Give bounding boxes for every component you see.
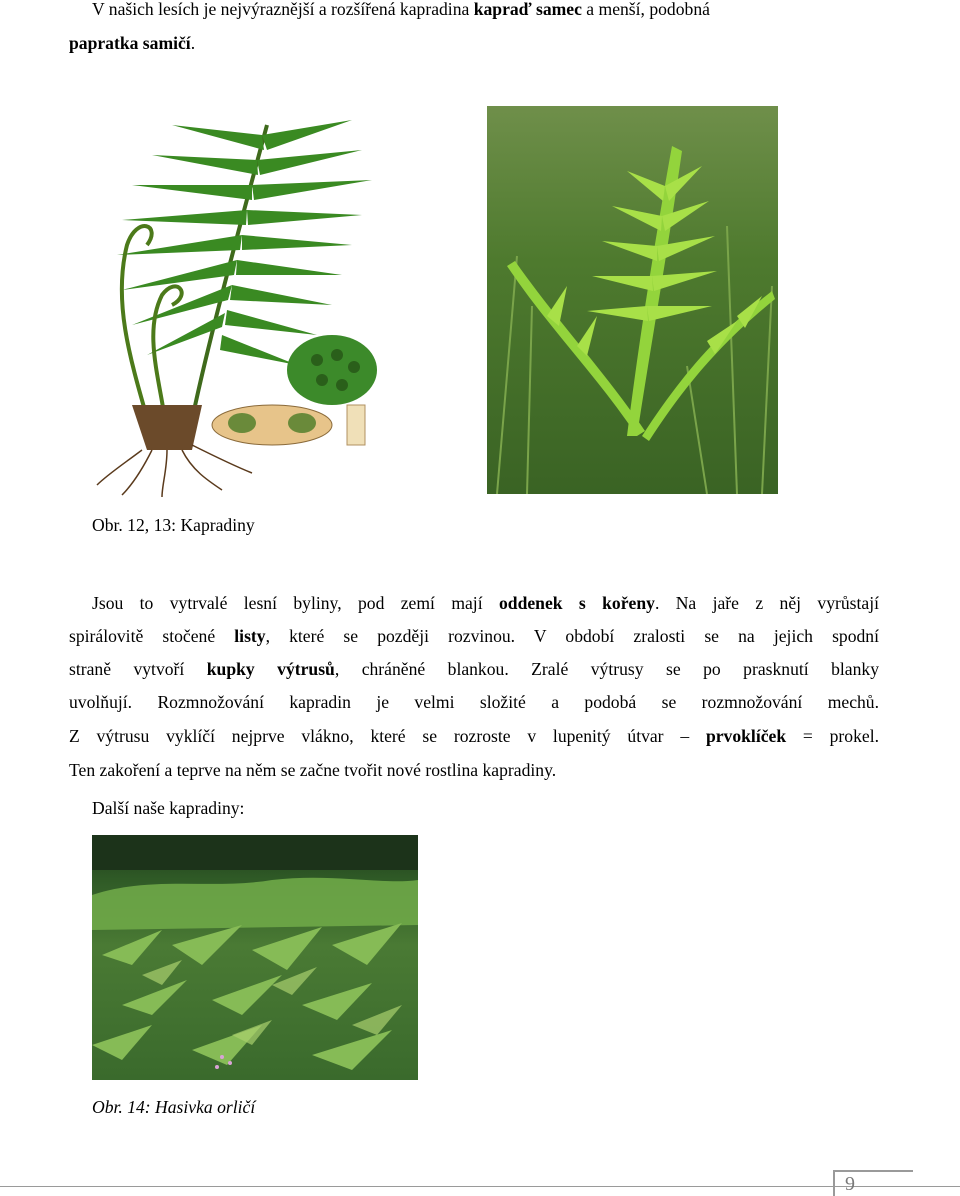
term-prvoklicek: prvoklíček [705, 726, 787, 746]
paragraph-line-4: uvolňují. Rozmnožování kapradin je velmi složité a podobá se rozmnožování mechů. [69, 692, 879, 712]
term-kupky-vytrusu: kupky výtrusů [206, 659, 335, 679]
more-ferns-label: Další naše kapradiny: [92, 798, 245, 818]
paragraph-line-2 [69, 624, 879, 648]
intro-text: a menší, podobná [581, 0, 710, 19]
term-oddenek: oddenek s kořeny [498, 593, 655, 613]
paragraph-text: , které se později rozvinou. V období zralosti se na jejich spodní [265, 626, 879, 646]
paragraph-line-5 [69, 724, 879, 748]
figure-caption-14: Obr. 14: Hasivka orličí [92, 1097, 256, 1117]
paragraph-text: straně vytvoří [69, 659, 207, 679]
fern-photo-image [487, 106, 778, 494]
term-kaprad-samec: kapraď samec [473, 0, 582, 19]
paragraph-text: , chráněné blankou. Zralé výtrusy se po prasknutí blanky [334, 659, 879, 679]
paragraph-text: Jsou to vytrvalé lesní byliny, pod zemí mají [92, 593, 499, 613]
intro-text: V našich lesích je nejvýraznější a rozšířená kapradina [92, 0, 474, 19]
intro-line-2 [69, 31, 879, 55]
paragraph-text: . Na jaře z něj vyrůstají [654, 593, 879, 613]
paragraph-text: Z výtrusu vyklíčí nejprve vlákno, které se rozroste v lupenitý útvar – [69, 726, 706, 746]
paragraph-line-1 [92, 591, 879, 615]
bracken-photo [92, 835, 418, 1080]
term-papratka-samici: papratka samičí [69, 33, 191, 53]
intro-text: . [190, 33, 196, 53]
fern-photo [487, 106, 778, 494]
figure-caption-12-13: Obr. 12, 13: Kapradiny [92, 515, 255, 535]
paragraph-line-3 [69, 657, 879, 681]
footer-rule [0, 1186, 960, 1187]
paragraph-line-6: Ten zakoření a teprve na něm se začne tvořit nové rostlina kapradiny. [69, 760, 557, 780]
intro-line-1 [92, 0, 879, 21]
fern-illustration-drawing [92, 105, 392, 500]
term-listy: listy [234, 626, 266, 646]
paragraph-text: spirálovitě stočené [69, 626, 235, 646]
bracken-photo-image [92, 835, 418, 1080]
paragraph-text: = prokel. [786, 726, 879, 746]
fern-illustration [92, 105, 392, 500]
page-number: 9 [845, 1173, 855, 1195]
